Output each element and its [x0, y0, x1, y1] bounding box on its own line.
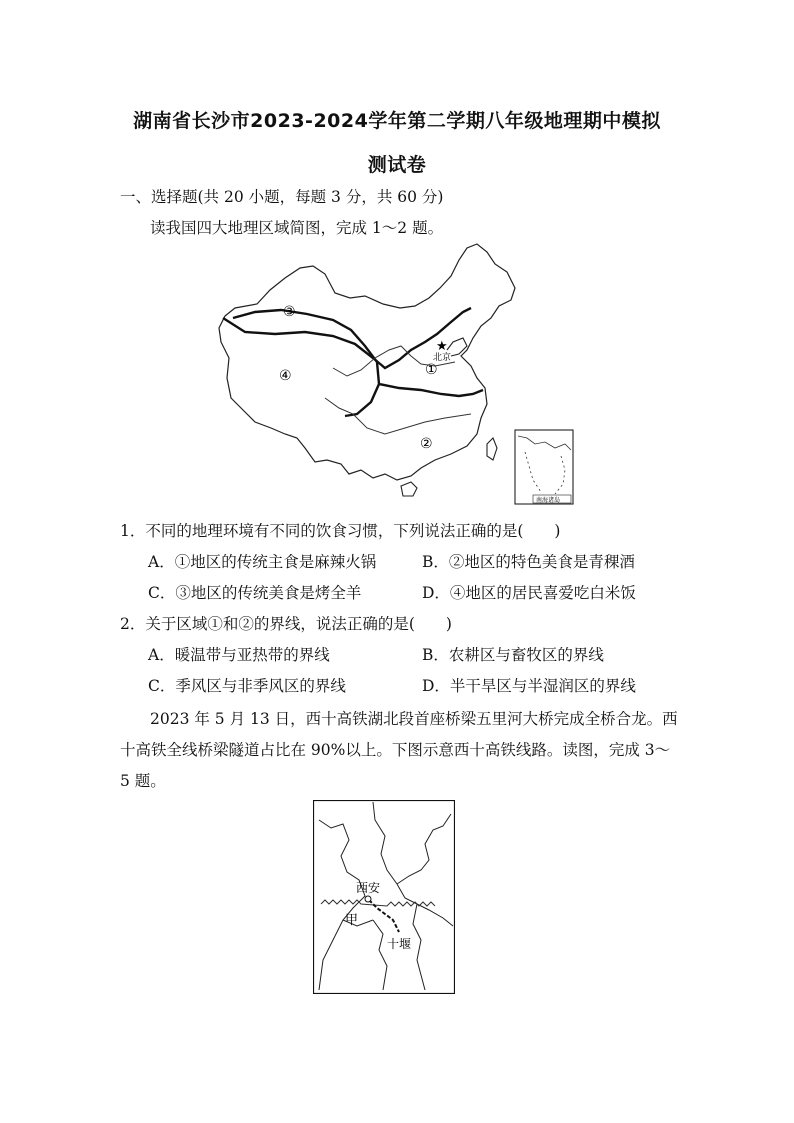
question-1-stem: 1．不同的地理环境有不同的饮食习惯，下列说法正确的是( )	[120, 522, 561, 540]
region-label-4: ④	[279, 368, 292, 384]
question-2-option-c: C．季风区与非季风区的界线	[148, 677, 346, 695]
china-regions-map	[215, 238, 585, 508]
shiyan-label: 十堰	[387, 937, 412, 951]
exam-title-line2: 测试卷	[367, 154, 427, 176]
taiwan-island	[487, 438, 497, 460]
inset-label: 南海诸岛	[536, 497, 561, 504]
region-label-3: ③	[283, 304, 296, 320]
question-1-option-a: A．①地区的传统主食是麻辣火锅	[148, 553, 377, 571]
intro-map2-line2: 十高铁全线桥梁隧道占比在 90%以上。下图示意西十高铁线路。读图，完成 3～	[120, 741, 671, 759]
question-2-option-d: D．半干旱区与半湿润区的界线	[422, 677, 636, 695]
question-1-option-d: D．④地区的居民喜爱吃白米饭	[422, 584, 636, 602]
question-2-option-a: A．暖温带与亚热带的界线	[148, 646, 330, 664]
beijing-star-icon: ★	[436, 339, 448, 354]
boundary-qinling-huaihe	[379, 384, 483, 396]
xian-label: 西安	[356, 881, 381, 895]
intro-map1: 读我国四大地理区域简图，完成 1～2 题。	[150, 219, 444, 237]
intro-map2-line3: 5 题。	[120, 772, 166, 790]
exam-title-line1: 湖南省长沙市2023-2024学年第二学期八年级地理期中模拟	[133, 110, 661, 132]
beijing-label: 北京	[433, 353, 452, 363]
question-2-option-b: B．农耕区与畜牧区的界线	[422, 646, 604, 664]
region-label-2: ②	[420, 436, 433, 452]
hainan-island	[401, 482, 417, 496]
boundary-qinghai-tibet	[233, 310, 379, 416]
xishi-railway-map	[313, 800, 455, 994]
region-label-1: ①	[425, 362, 438, 378]
intro-map2-line1: 2023 年 5 月 13 日，西十高铁湖北段首座桥梁五里河大桥完成全桥合龙。西	[150, 710, 678, 728]
xian-marker-icon	[365, 896, 371, 902]
question-1-option-c: C．③地区的传统美食是烤全羊	[148, 584, 362, 602]
question-2-stem: 2．关于区域①和②的界线，说法正确的是( )	[120, 615, 452, 633]
question-1-option-b: B．②地区的特色美食是青稞酒	[422, 553, 635, 571]
region-jia-label: 甲	[345, 913, 359, 928]
china-outline	[219, 244, 515, 480]
section-heading: 一、选择题(共 20 小题，每题 3 分，共 60 分)	[120, 188, 444, 206]
